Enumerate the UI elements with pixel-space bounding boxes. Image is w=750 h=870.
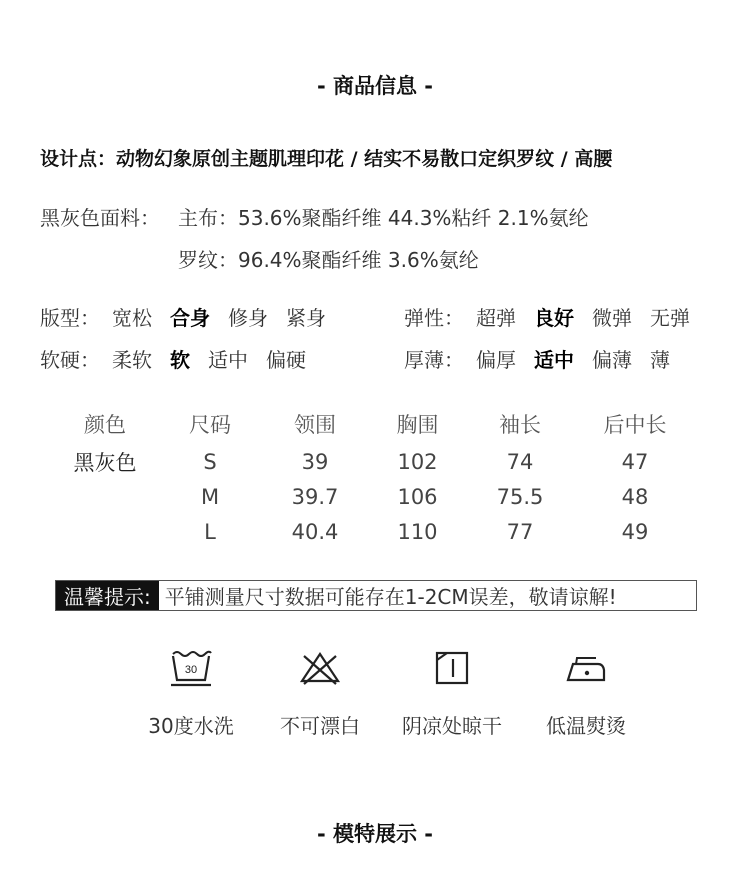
header-chest: 胸围 <box>396 413 439 437</box>
table-cell <box>55 514 155 549</box>
attr-label: 弹性： <box>404 306 464 330</box>
tip-text: 平铺测量尺寸数据可能存在1-2CM误差，敬请谅解! <box>164 585 617 609</box>
care-item-wash <box>131 648 251 739</box>
size-table <box>55 404 700 549</box>
attr-option: 超弹 <box>476 306 516 330</box>
attr-option: 适中 <box>208 348 248 372</box>
care-item-shade-dry <box>392 648 512 739</box>
attr-label: 版型： <box>40 306 100 330</box>
table-cell: 77 <box>506 519 534 544</box>
attr-elasticity <box>404 302 708 331</box>
table-cell: M <box>200 484 220 509</box>
attr-option: 偏厚 <box>476 348 516 372</box>
attr-option: 修身 <box>228 306 268 330</box>
attr-option: 微弹 <box>592 306 632 330</box>
care-label: 30度水洗 <box>148 714 234 738</box>
table-cell: S <box>203 449 217 474</box>
fabric-rib: 罗纹：96.4%聚酯纤维 3.6%氨纶 <box>178 248 479 272</box>
section-title-product-info: - 商品信息 - <box>316 74 434 98</box>
table-cell: 48 <box>621 484 649 509</box>
header-color: 颜色 <box>84 413 126 437</box>
attr-option: 合身 <box>170 306 210 330</box>
care-item-no-bleach <box>260 648 380 739</box>
table-row <box>55 444 700 479</box>
section-title-model: - 模特展示 - <box>316 822 434 846</box>
attr-option: 偏硬 <box>266 348 306 372</box>
table-cell: 47 <box>621 449 649 474</box>
table-row <box>55 479 700 514</box>
care-label: 不可漂白 <box>280 714 360 738</box>
size-table-header <box>55 404 700 444</box>
wash-temp: 30 <box>184 664 198 676</box>
attr-option: 紧身 <box>286 306 326 330</box>
fabric-main: 主布：53.6%聚酯纤维 44.3%粘纤 2.1%氨纶 <box>178 206 589 230</box>
no-bleach-icon <box>298 648 342 688</box>
attr-label: 软硬： <box>40 348 100 372</box>
wash-30-icon <box>169 648 213 688</box>
table-cell: 74 <box>506 449 534 474</box>
header-size: 尺码 <box>189 413 231 437</box>
attr-option: 良好 <box>534 306 574 330</box>
care-item-iron <box>526 648 646 739</box>
table-cell: 40.4 <box>291 519 339 544</box>
attr-option: 软 <box>170 348 190 372</box>
color-cell: 黑灰色 <box>73 450 137 475</box>
table-cell: 75.5 <box>496 484 544 509</box>
low-iron-icon <box>564 648 608 688</box>
table-cell <box>55 479 155 514</box>
tip-label: 温馨提示: <box>56 581 159 610</box>
attr-option: 偏薄 <box>592 348 632 372</box>
attr-label: 厚薄： <box>404 348 464 372</box>
fabric-label: 黑灰色面料： <box>40 206 160 230</box>
table-cell: 102 <box>397 449 438 474</box>
tip-banner <box>55 580 697 611</box>
header-back-length: 后中长 <box>603 413 667 437</box>
attr-option: 适中 <box>534 348 574 372</box>
table-cell: 106 <box>397 484 438 509</box>
table-row <box>55 514 700 549</box>
table-cell: 49 <box>621 519 649 544</box>
attr-softness <box>40 344 324 373</box>
care-label: 低温熨烫 <box>546 714 626 738</box>
table-cell: 39 <box>301 449 329 474</box>
header-sleeve: 袖长 <box>499 413 541 437</box>
attr-option: 宽松 <box>112 306 152 330</box>
header-collar: 领围 <box>294 413 336 437</box>
attr-option: 无弹 <box>650 306 690 330</box>
shade-dry-icon <box>430 648 474 688</box>
table-cell: 110 <box>397 519 438 544</box>
attr-option: 薄 <box>650 348 670 372</box>
attr-option: 柔软 <box>112 348 152 372</box>
care-label: 阴凉处晾干 <box>402 714 502 738</box>
attr-fit <box>40 302 344 331</box>
attr-thickness <box>404 344 688 373</box>
table-cell: L <box>204 519 216 544</box>
table-cell: 39.7 <box>291 484 339 509</box>
design-points: 设计点：动物幻象原创主题肌理印花 / 结实不易散口定织罗纹 / 高腰 <box>40 148 613 170</box>
